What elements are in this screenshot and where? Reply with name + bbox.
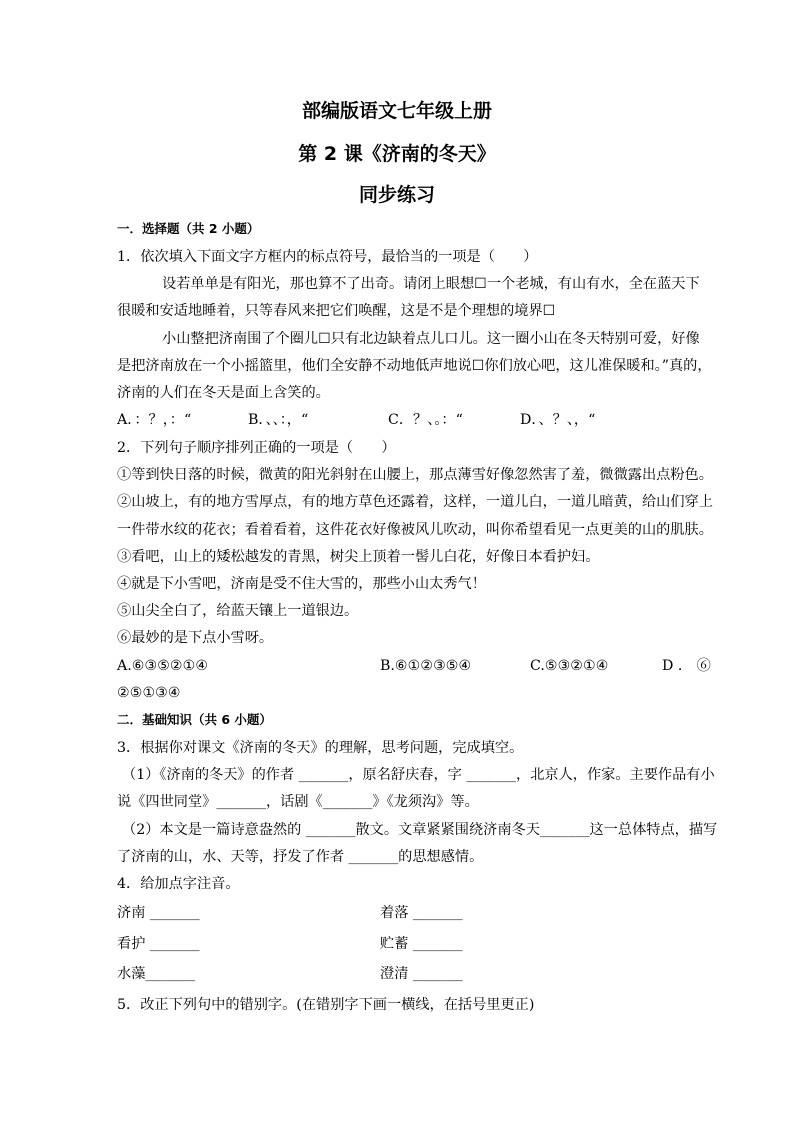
q4-blank: _______ <box>145 966 196 982</box>
q2-sentence-1: ①等到快日落的时候，微黄的阳光斜射在山腰上，那点薄雪好像忽然害了羞，微微露出点粉色。 <box>117 467 713 483</box>
q1-passage-line: 很暖和安适地睡着，只等春风来把它们唤醒，这是不是个理想的境界☐ <box>117 303 556 319</box>
q4-blank: _______ <box>149 936 200 952</box>
q4-item <box>380 934 463 954</box>
q2-option-d: D ． ⑥ <box>662 658 711 674</box>
q2-sentence-6: ⑥最妙的是下点小雪呀。 <box>117 630 274 646</box>
q4-item <box>380 964 463 984</box>
q4-item <box>117 934 200 954</box>
q4-word: 着落 <box>380 905 409 921</box>
q4-item <box>380 903 463 923</box>
q2-option-b: B.⑥①②③⑤④ <box>380 658 472 674</box>
document-title: 部编版语文七年级上册 <box>301 100 492 122</box>
q4-word: 澄清 <box>380 966 409 982</box>
question-5-stem: 5．改正下列句中的错别字。(在错别字下画一横线，在括号里更正) <box>117 997 535 1013</box>
q2-sentence-5: ⑤山尖全白了，给蓝天镶上一道银边。 <box>117 603 359 619</box>
q4-blank: _______ <box>412 966 463 982</box>
q3-part-1-cont: 说《四世同堂》_______，话剧《_______》《龙须沟》等。 <box>117 794 479 810</box>
q2-sentence-2-cont: 一件带水纹的花衣；看着看着，这件花衣好像被风儿吹动，叫你希望看见一点更美的山的肌肤。 <box>117 522 713 538</box>
q2-sentence-2: ②山坡上，有的地方雪厚点，有的地方草色还露着，这样，一道儿白，一道儿暗黄，给山们穿上 <box>117 494 713 510</box>
q4-word: 水藻 <box>117 966 146 982</box>
q1-passage-line: 济南的人们在冬天是面上含笑的。 <box>117 385 330 401</box>
q3-part-2-cont: 了济南的山，水、天等，抒发了作者 _______的思想感情。 <box>117 849 484 865</box>
q4-item <box>117 964 195 984</box>
exercise-title: 同步练习 <box>358 184 435 206</box>
q1-option-b: B．、、：，“ <box>248 412 309 428</box>
q4-word: 贮蓄 <box>380 936 409 952</box>
q4-item <box>117 903 200 923</box>
question-4-stem: 4．给加点字注音。 <box>117 876 240 892</box>
q2-sentence-3: ③看吧，山上的矮松越发的青黑，树尖上顶着一髻儿白花，好像日本看护妇。 <box>117 549 600 565</box>
q2-option-d-cont: ②⑤①③④ <box>117 685 181 701</box>
q1-passage-line: 是把济南放在一个小摇篮里，他们全安静不动地低声地说☐你们放心吧，这儿准保暖和。”真的， <box>117 358 712 374</box>
q1-option-a: A．：？，：“ <box>117 412 192 428</box>
q3-part-1: （1）《济南的冬天》的作者 _______，原名舒庆春，字 _______，北京人，作家。主要作品有小 <box>122 767 715 783</box>
q2-option-c: C.⑤③②①④ <box>530 658 609 674</box>
q4-word: 济南 <box>117 905 146 921</box>
section-heading-choice: 一．选择题（共 2 小题） <box>117 221 260 236</box>
section-heading-basics: 二．基础知识（共 6 小题） <box>117 712 272 727</box>
lesson-title: 第 2 课《济南的冬天》 <box>298 143 496 165</box>
question-1-stem: 1．依次填入下面文字方框内的标点符号，最恰当的一项是（ ） <box>117 249 538 265</box>
q2-sentence-4: ④就是下小雪吧，济南是受不住大雪的，那些小山太秀气！ <box>117 576 486 592</box>
q1-option-c: C．？、。：“ <box>388 412 463 428</box>
q1-passage-line: 小山整把济南围了个圈儿☐只有北边缺着点儿口儿。这一圈小山在冬天特别可爱，好像 <box>162 331 700 347</box>
q4-word: 看护 <box>117 936 146 952</box>
q4-blank: _______ <box>149 905 200 921</box>
question-2-stem: 2．下列句子顺序排列正确的一项是（ ） <box>117 440 396 456</box>
question-3-stem: 3．根据你对课文《济南的冬天》的理解，思考问题，完成填空。 <box>117 740 524 756</box>
q1-passage-line: 设若单单是有阳光，那也算不了出奇。请闭上眼想☐一个老城，有山有水，全在蓝天下 <box>162 276 700 292</box>
q4-blank: _______ <box>412 905 463 921</box>
q2-option-a: A.⑥③⑤②①④ <box>117 658 209 674</box>
q3-part-2: （2）本文是一篇诗意盎然的 _______散文。文章紧紧围绕济南冬天_______这一总体特点，描写 <box>122 822 718 838</box>
q4-blank: _______ <box>412 936 463 952</box>
q1-option-d: D．、？、，“ <box>520 412 596 428</box>
